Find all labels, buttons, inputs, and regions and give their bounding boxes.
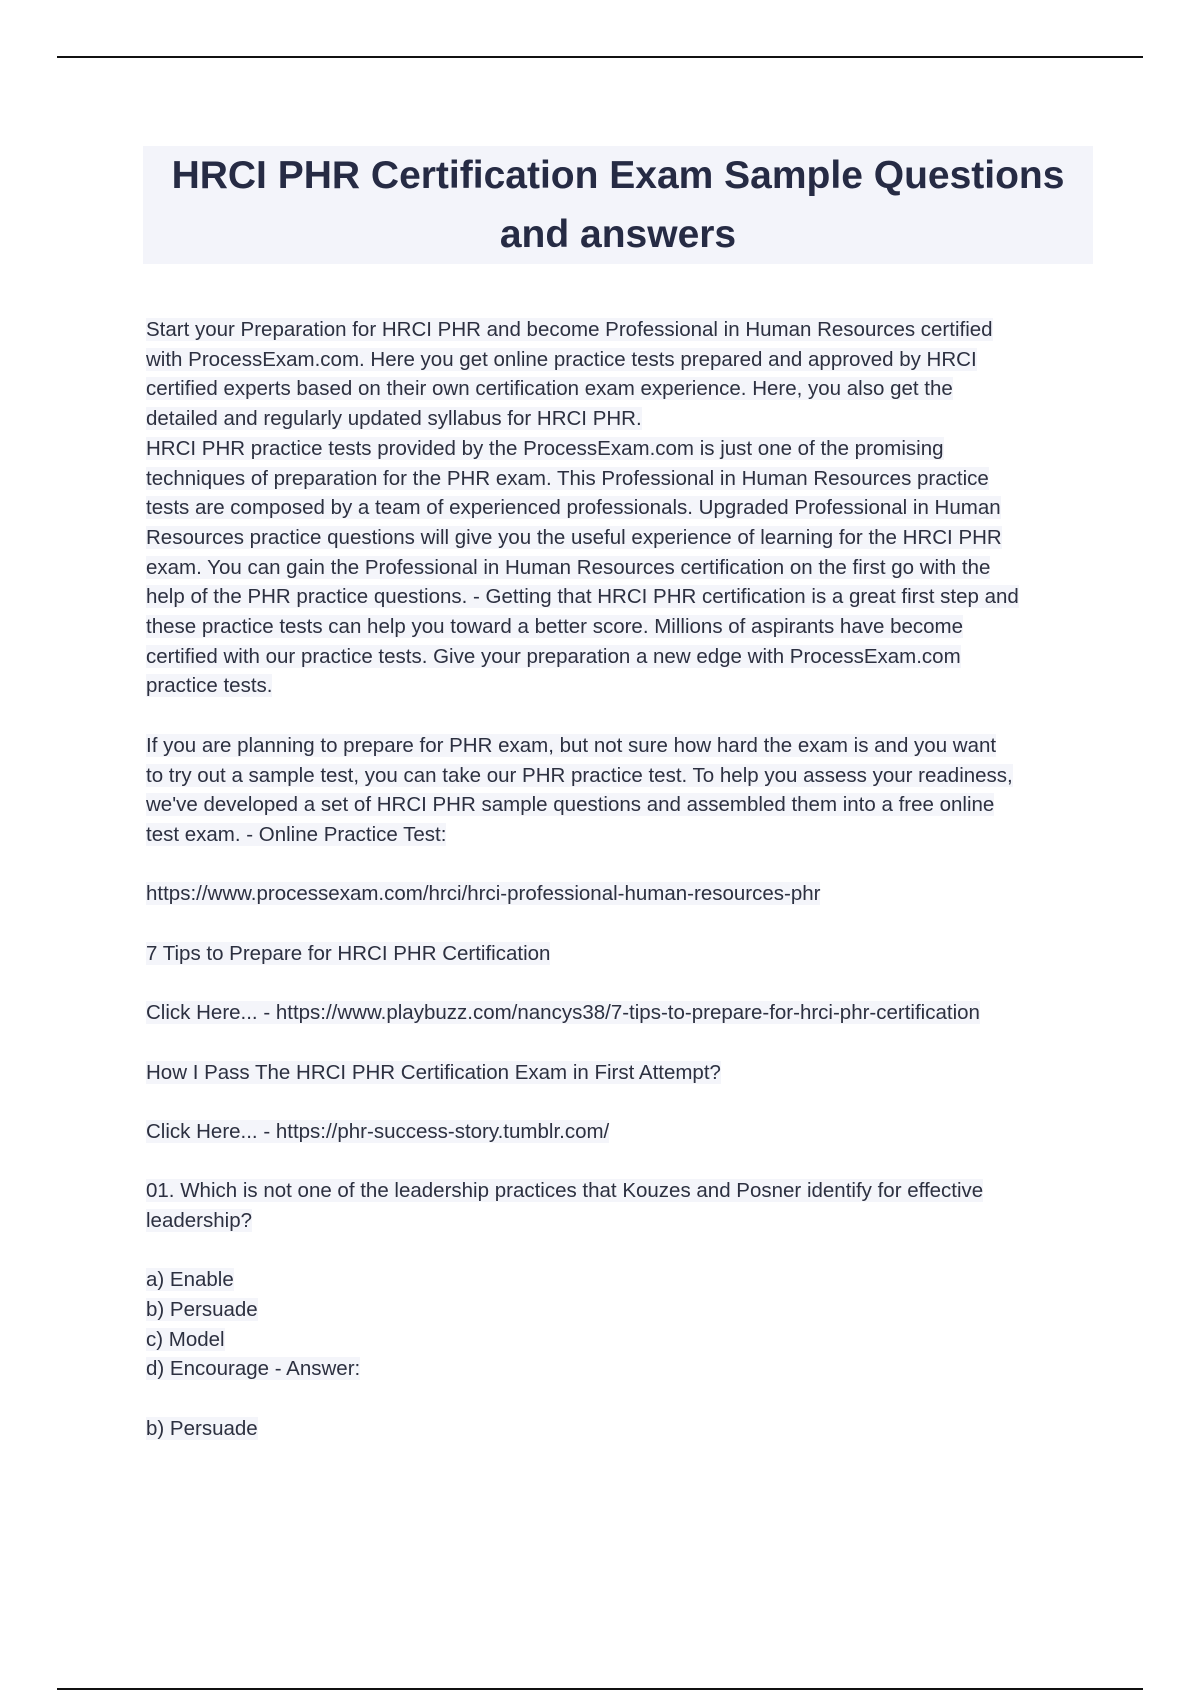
sample-test-line: If you are planning to prepare for PHR exam, but not sure how hard the exam is and you want	[146, 733, 997, 757]
intro-line: techniques of preparation for the PHR exam. This Professional in Human Resources practice	[146, 466, 989, 490]
option-d: d) Encourage - Answer:	[146, 1357, 361, 1381]
intro-line: practice tests.	[146, 674, 273, 698]
success-story-link[interactable]: Click Here... - https://phr-success-story.tumblr.com/	[146, 1119, 610, 1143]
title-line-1: HRCI PHR Certification Exam Sample Questions	[171, 154, 1065, 197]
intro-line: HRCI PHR practice tests provided by the ProcessExam.com is just one of the promising	[146, 436, 944, 460]
intro-line: certified experts based on their own certification exam experience. Here, you also get the	[146, 377, 953, 401]
answer-options	[146, 1265, 1091, 1384]
intro-line: Resources practice questions will give you the useful experience of learning for the HRCI PHR	[146, 525, 1002, 549]
option-b: b) Persuade	[146, 1298, 258, 1322]
intro-line: exam. You can gain the Professional in Human Resources certification on the first go with the	[146, 555, 991, 579]
intro-line: these practice tests can help you toward a better score. Millions of aspirants have become	[146, 615, 964, 639]
page-title	[143, 146, 1093, 264]
intro-line: tests are composed by a team of experienced professionals. Upgraded Professional in Human	[146, 496, 1001, 520]
option-c: c) Model	[146, 1327, 225, 1351]
practice-test-url[interactable]: https://www.processexam.com/hrci/hrci-professional-human-resources-phr	[146, 882, 821, 906]
intro-line: Start your Preparation for HRCI PHR and become Professional in Human Resources certified	[146, 318, 993, 341]
question-stem	[146, 1176, 1091, 1235]
tips-link[interactable]: Click Here... - https://www.playbuzz.com/nancys38/7-tips-to-prepare-for-hrci-phr-certification	[146, 1001, 980, 1025]
correct-answer: b) Persuade	[146, 1416, 258, 1440]
tips-heading: 7 Tips to Prepare for HRCI PHR Certification	[146, 941, 551, 965]
bottom-rule	[57, 1688, 1143, 1690]
intro-paragraph	[146, 315, 1091, 701]
intro-line: certified with our practice tests. Give your preparation a new edge with ProcessExam.com	[146, 644, 961, 668]
sample-test-line: to try out a sample test, you can take our PHR practice test. To help you assess your readiness,	[146, 763, 1013, 787]
option-a: a) Enable	[146, 1268, 234, 1292]
intro-line: with ProcessExam.com. Here you get online practice tests prepared and approved by HRCI	[146, 347, 977, 371]
question-line: 01. Which is not one of the leadership practices that Kouzes and Posner identify for effective	[146, 1179, 984, 1203]
intro-line: detailed and regularly updated syllabus for HRCI PHR.	[146, 407, 642, 431]
intro-line: help of the PHR practice questions. - Getting that HRCI PHR certification is a great first step and	[146, 585, 1019, 609]
sample-test-line: test exam. - Online Practice Test:	[146, 822, 447, 846]
sample-test-line: we've developed a set of HRCI PHR sample questions and assembled them into a free online	[146, 793, 995, 817]
document-body	[146, 315, 1091, 1444]
pass-heading: How I Pass The HRCI PHR Certification Exam in First Attempt?	[146, 1060, 721, 1084]
top-rule	[57, 56, 1143, 58]
title-line-2: and answers	[499, 213, 737, 256]
question-line: leadership?	[146, 1208, 252, 1232]
sample-test-paragraph	[146, 731, 1091, 850]
